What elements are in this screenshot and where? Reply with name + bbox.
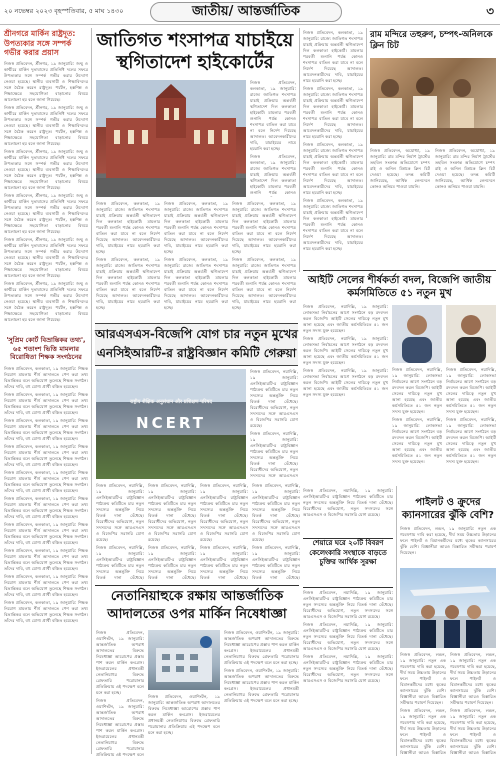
- story-netanyahu-body-col3: নিজস্ব প্রতিবেদন, ওয়াশিংটন, ১৯ জানুয়ারি: আন্তর্জাতিক অপরাধ আদালতের বিরুদ্ধে নিষেধাজ্ঞা আরোপের প্রস্তাব পাশ করল মার্কিন কংগ্রেস। ইজরায়েলের প্রধানমন্ত্রী নেতানিয়াহুর বিরুদ্ধে গ্রেফতারি পরোয়ানার প্রতিক্রিয়ায় এই পদক্ষেপ বলে মনে করা হচ্ছে। নিজস্ব প্রতিবেদন, ওয়াশিংটন, ১৯ জানুয়ারি: আন্তর্জাতিক অপরাধ আদালতের বিরুদ্ধে নিষেধাজ্ঞা আরোপের প্রস্তাব পাশ করল মার্কিন কংগ্রেস। ইজরায়েলের প্রধানমন্ত্রী নেতানিয়াহুর বিরুদ্ধে গ্রেফতারি পরোয়ানার প্রতিক্রিয়ায় এই পদক্ষেপ বলে মনে করা হচ্ছে।: [224, 630, 299, 703]
- story-caste-body-col3: নিজস্ব প্রতিবেদন, কলকাতা, ১৯ জানুয়ারি: রাজ্যে জাতিগত শংসাপত্র যাচাই প্রক্রিয়ায় অন্তর্বর্তী স্থগিতাদেশ দিল কলকাতা হাইকোর্ট। মামলার পরবর্তী শুনানি পর্যন্ত কোনও শংসাপত্র বাতিল করা যাবে না বলে নির্দেশ দিয়েছে আদালত। আবেদনকারীদের দাবি, যাচাইয়ের নামে হয়রানি করা হচ্ছে। নিজস্ব প্রতিবেদন, কলকাতা, ১৯ জানুয়ারি: রাজ্যে জাতিগত শংসাপত্র যাচাই প্রক্রিয়ায় অন্তর্বর্তী স্থগিতাদেশ দিল কলকাতা হাইকোর্ট। মামলার পরবর্তী শুনানি পর্যন্ত কোনও শংসাপত্র বাতিল করা যাবে না বলে নির্দেশ দিয়েছে আদালত। আবেদনকারীদের দাবি, যাচাইয়ের নামে হয়রানি করা হচ্ছে।: [232, 201, 296, 310]
- section-title: জাতীয়/ আন্তর্জাতিক: [150, 2, 342, 22]
- portrait-photo-1: [392, 305, 442, 363]
- story-rss-body-col4: নিজস্ব প্রতিবেদন, নয়াদিল্লি, ১৯ জানুয়ারি: এনসিইআরটি-র রাষ্ট্রবিজ্ঞান পাঠ্যক্রম কমিটিতে চার নতুন সদস্যের অন্তর্ভুক্তি নিয়ে বিতর্ক দানা বেঁধেছে। বিরোধীদের অভিযোগ, নতুন সদস্যদের সঙ্গে আরএসএস ও বিজেপির সরাসরি যোগ রয়েছে। নিজস্ব প্রতিবেদন, নয়াদিল্লি, ১৯ জানুয়ারি: এনসিইআরটি-র রাষ্ট্রবিজ্ঞান পাঠ্যক্রম কমিটিতে চার নতুন সদস্যের অন্তর্ভুক্তি নিয়ে বিতর্ক দানা বেঁধেছে।: [252, 483, 300, 580]
- pilots-photo: [400, 568, 496, 648]
- story-body: নিজস্ব প্রতিবেদন, শ্রীনগর, ১৯ জানুয়ারি: জম্মু ও কাশ্মীরে মার্কিন দূতাবাসের প্রতিনিধি দলের সফরে উপত্যকার সঙ্গে সম্পর্ক গভীর করার উদ্যোগ নেওয়া হয়েছে। স্থানীয় ব্যবসায়ী ও শিক্ষাবিদদের সঙ্গে বৈঠক করেন রাষ্ট্রদূত। পর্যটন, হস্তশিল্প ও শিক্ষাক্ষেত্রে সহযোগিতা বাড়ানোর বিষয়ে আলোচনা হয় বলে জানা গিয়েছে। নিজস্ব প্রতিবেদন, শ্রীনগর, ১৯ জানুয়ারি: জম্মু ও কাশ্মীরে মার্কিন দূতাবাসের প্রতিনিধি দলের সফরে উপত্যকার সঙ্গে সম্পর্ক গভীর করার উদ্যোগ নেওয়া হয়েছে। স্থানীয় ব্যবসায়ী ও শিক্ষাবিদদের সঙ্গে বৈঠক করেন রাষ্ট্রদূত। পর্যটন, হস্তশিল্প ও শিক্ষাক্ষেত্রে সহযোগিতা বাড়ানোর বিষয়ে আলোচনা হয় বলে জানা গিয়েছে। নিজস্ব প্রতিবেদন, শ্রীনগর, ১৯ জানুয়ারি: জম্মু ও কাশ্মীরে মার্কিন দূতাবাসের প্রতিনিধি দলের সফরে উপত্যকার সঙ্গে সম্পর্ক গভীর করার উদ্যোগ নেওয়া হয়েছে। স্থানীয় ব্যবসায়ী ও শিক্ষাবিদদের সঙ্গে বৈঠক করেন রাষ্ট্রদূত। পর্যটন, হস্তশিল্প ও শিক্ষাক্ষেত্রে সহযোগিতা বাড়ানোর বিষয়ে আলোচনা হয় বলে জানা গিয়েছে। নিজস্ব প্রতিবেদন, শ্রীনগর, ১৯ জানুয়ারি: জম্মু ও কাশ্মীরে মার্কিন দূতাবাসের প্রতিনিধি দলের সফরে উপত্যকার সঙ্গে সম্পর্ক গভীর করার উদ্যোগ নেওয়া হয়েছে। স্থানীয় ব্যবসায়ী ও শিক্ষাবিদদের সঙ্গে বৈঠক করেন রাষ্ট্রদূত। পর্যটন, হস্তশিল্প ও শিক্ষাক্ষেত্রে সহযোগিতা বাড়ানোর বিষয়ে আলোচনা হয় বলে জানা গিয়েছে। নিজস্ব প্রতিবেদন, শ্রীনগর, ১৯ জানুয়ারি: জম্মু ও কাশ্মীরে মার্কিন দূতাবাসের প্রতিনিধি দলের সফরে উপত্যকার সঙ্গে সম্পর্ক গভীর করার উদ্যোগ নেওয়া হয়েছে। স্থানীয় ব্যবসায়ী ও শিক্ষাবিদদের সঙ্গে বৈঠক করেন রাষ্ট্রদূত। পর্যটন, হস্তশিল্প ও শিক্ষাক্ষেত্রে সহযোগিতা বাড়ানোর বিষয়ে আলোচনা হয় বলে জানা গিয়েছে। নিজস্ব প্রতিবেদন, শ্রীনগর, ১৯ জানুয়ারি: জম্মু ও কাশ্মীরে মার্কিন দূতাবাসের প্রতিনিধি দলের সফরে উপত্যকার সঙ্গে সম্পর্ক গভীর করার উদ্যোগ নেওয়া হয়েছে। স্থানীয় ব্যবসায়ী ও শিক্ষাবিদদের সঙ্গে বৈঠক করেন রাষ্ট্রদূত। পর্যটন, হস্তশিল্প ও শিক্ষাক্ষেত্রে সহযোগিতা বাড়ানোর বিষয়ে আলোচনা হয় বলে জানা গিয়েছে।: [4, 60, 88, 322]
- court-photo: [96, 80, 246, 197]
- ncert-signboard: NCERT: [136, 414, 206, 432]
- icc-building-illustration: [148, 630, 220, 690]
- person-illustration: [392, 305, 442, 363]
- story-rss-body-right: নিজস্ব প্রতিবেদন, নয়াদিল্লি, ১৯ জানুয়ারি: এনসিইআরটি-র রাষ্ট্রবিজ্ঞান পাঠ্যক্রম কমিটিতে চার নতুন সদস্যের অন্তর্ভুক্তি নিয়ে বিতর্ক দানা বেঁধেছে। বিরোধীদের অভিযোগ, নতুন সদস্যদের সঙ্গে আরএসএস ও বিজেপির সরাসরি যোগ রয়েছে। নিজস্ব প্রতিবেদন, নয়াদিল্লি, ১৯ জানুয়ারি: এনসিইআরটি-র রাষ্ট্রবিজ্ঞান পাঠ্যক্রম কমিটিতে চার নতুন সদস্যের অন্তর্ভুক্তি নিয়ে বিতর্ক দানা বেঁধেছে। বিরোধীদের অভিযোগ, নতুন সদস্যদের সঙ্গে আরএসএস: [250, 369, 298, 478]
- story-body: নিজস্ব প্রতিবেদন, কলকাতা, ১৯ জানুয়ারি: শিক্ষক নিয়োগ মামলায় শীর্ষ আদালতে পেশ করা তথ্য বিভ্রান্তিকর বলে অভিযোগ তুলেছে শিক্ষক সংগঠন। তাঁদের দাবি, বহু যোগ্য প্রার্থী বঞ্চিত হয়েছেন। নিজস্ব প্রতিবেদন, কলকাতা, ১৯ জানুয়ারি: শিক্ষক নিয়োগ মামলায় শীর্ষ আদালতে পেশ করা তথ্য বিভ্রান্তিকর বলে অভিযোগ তুলেছে শিক্ষক সংগঠন। তাঁদের দাবি, বহু যোগ্য প্রার্থী বঞ্চিত হয়েছেন। নিজস্ব প্রতিবেদন, কলকাতা, ১৯ জানুয়ারি: শিক্ষক নিয়োগ মামলায় শীর্ষ আদালতে পেশ করা তথ্য বিভ্রান্তিকর বলে অভিযোগ তুলেছে শিক্ষক সংগঠন। তাঁদের দাবি, বহু যোগ্য প্রার্থী বঞ্চিত হয়েছেন। নিজস্ব প্রতিবেদন, কলকাতা, ১৯ জানুয়ারি: শিক্ষক নিয়োগ মামলায় শীর্ষ আদালতে পেশ করা তথ্য বিভ্রান্তিকর বলে অভিযোগ তুলেছে শিক্ষক সংগঠন। তাঁদের দাবি, বহু যোগ্য প্রার্থী বঞ্চিত হয়েছেন। নিজস্ব প্রতিবেদন, কলকাতা, ১৯ জানুয়ারি: শিক্ষক নিয়োগ মামলায় শীর্ষ আদালতে পেশ করা তথ্য বিভ্রান্তিকর বলে অভিযোগ তুলেছে শিক্ষক সংগঠন। তাঁদের দাবি, বহু যোগ্য প্রার্থী বঞ্চিত হয়েছেন। নিজস্ব প্রতিবেদন, কলকাতা, ১৯ জানুয়ারি: শিক্ষক নিয়োগ মামলায় শীর্ষ আদালতে পেশ করা তথ্য বিভ্রান্তিকর বলে অভিযোগ তুলেছে শিক্ষক সংগঠন। তাঁদের দাবি, বহু যোগ্য প্রার্থী বঞ্চিত হয়েছেন। নিজস্ব প্রতিবেদন, কলকাতা, ১৯ জানুয়ারি: শিক্ষক নিয়োগ মামলায় শীর্ষ আদালতে পেশ করা তথ্য বিভ্রান্তিকর বলে অভিযোগ তুলেছে শিক্ষক সংগঠন। তাঁদের দাবি, বহু যোগ্য প্রার্থী বঞ্চিত হয়েছেন। নিজস্ব প্রতিবেদন, কলকাতা, ১৯ জানুয়ারি: শিক্ষক নিয়োগ মামলায় শীর্ষ আদালতে পেশ করা তথ্য বিভ্রান্তিকর বলে অভিযোগ তুলেছে শিক্ষক সংগঠন। তাঁদের দাবি, বহু যোগ্য প্রার্থী বঞ্চিত হয়েছেন। নিজস্ব প্রতিবেদন, কলকাতা, ১৯ জানুয়ারি: শিক্ষক নিয়োগ মামলায় শীর্ষ আদালতে পেশ করা তথ্য বিভ্রান্তিকর বলে অভিযোগ তুলেছে শিক্ষক সংগঠন। তাঁদের দাবি, বহু যোগ্য প্রার্থী বঞ্চিত হয়েছেন। নিজস্ব প্রতিবেদন, কলকাতা, ১৯ জানুয়ারি: শিক্ষক নিয়োগ মামলায় শীর্ষ আদালতে পেশ করা তথ্য বিভ্রান্তিকর বলে অভিযোগ তুলেছে শিক্ষক সংগঠন। তাঁদের দাবি, বহু যোগ্য প্রার্থী বঞ্চিত হয়েছেন।: [4, 365, 88, 623]
- story-pilot-headline: পাইলট ও ক্রুদের ক্যানসারের ঝুঁকি বেশি?: [402, 497, 494, 521]
- story-ram-headline: রাম মন্দিরে তহুরুণ, চম্পৎ-অনিলকে ক্লিন চিট: [370, 30, 493, 51]
- story-rss-body-col3: নিজস্ব প্রতিবেদন, নয়াদিল্লি, ১৯ জানুয়ারি: এনসিইআরটি-র রাষ্ট্রবিজ্ঞান পাঠ্যক্রম কমিটিতে চার নতুন সদস্যের অন্তর্ভুক্তি নিয়ে বিতর্ক দানা বেঁধেছে। বিরোধীদের অভিযোগ, নতুন সদস্যদের সঙ্গে আরএসএস ও বিজেপির সরাসরি যোগ রয়েছে। নিজস্ব প্রতিবেদন, নয়াদিল্লি, ১৯ জানুয়ারি: এনসিইআরটি-র রাষ্ট্রবিজ্ঞান পাঠ্যক্রম কমিটিতে চার নতুন সদস্যের অন্তর্ভুক্তি নিয়ে বিতর্ক দানা বেঁধেছে।: [200, 483, 248, 580]
- story-rss-continuation: নিজস্ব প্রতিবেদন, নয়াদিল্লি, ১৯ জানুয়ারি: এনসিইআরটি-র রাষ্ট্রবিজ্ঞান পাঠ্যক্রম কমিটিতে চার নতুন সদস্যের অন্তর্ভুক্তি নিয়ে বিতর্ক দানা বেঁধেছে। বিরোধীদের অভিযোগ, নতুন সদস্যদের সঙ্গে আরএসএস ও বিজেপির সরাসরি যোগ রয়েছে।: [303, 488, 393, 517]
- section-rule: [95, 585, 299, 586]
- page-number: ৩: [486, 4, 494, 18]
- portrait-photo-2: [446, 305, 496, 363]
- person-illustration: [446, 305, 496, 363]
- story-it-headline: আইটি সেলের শীর্ষকর্তা বদল, বিজেপি জাতীয় কর্মসমিতিতে ৫১ নতুন মুখ: [307, 275, 492, 299]
- story-supreme: [4, 336, 88, 784]
- column-rule: [396, 486, 397, 756]
- story-netanyahu-headline: নেতানিয়াহুকে রক্ষায় আন্তর্জাতিক আদালতের ওপর মার্কিন নিষেধাজ্ঞা: [107, 589, 287, 622]
- page-header: [0, 0, 500, 25]
- story-caste-continuation: নিজস্ব প্রতিবেদন, কলকাতা, ১৯ জানুয়ারি: রাজ্যে জাতিগত শংসাপত্র যাচাই প্রক্রিয়ায় অন্তর্বর্তী স্থগিতাদেশ দিল কলকাতা হাইকোর্ট। মামলার পরবর্তী শুনানি পর্যন্ত কোনও শংসাপত্র বাতিল করা যাবে না বলে নির্দেশ দিয়েছে আদালত। আবেদনকারীদের দাবি, যাচাইয়ের নামে হয়রানি করা হচ্ছে। নিজস্ব প্রতিবেদন, কলকাতা, ১৯ জানুয়ারি: রাজ্যে জাতিগত শংসাপত্র যাচাই প্রক্রিয়ায় অন্তর্বর্তী স্থগিতাদেশ দিল কলকাতা হাইকোর্ট। মামলার পরবর্তী শুনানি পর্যন্ত কোনও শংসাপত্র বাতিল করা যাবে না বলে নির্দেশ দিয়েছে আদালত। আবেদনকারীদের দাবি, যাচাইয়ের নামে হয়রানি করা হচ্ছে। নিজস্ব প্রতিবেদন, কলকাতা, ১৯ জানুয়ারি: রাজ্যে জাতিগত শংসাপত্র যাচাই প্রক্রিয়ায় অন্তর্বর্তী স্থগিতাদেশ দিল কলকাতা হাইকোর্ট। মামলার পরবর্তী শুনানি পর্যন্ত কোনও শংসাপত্র বাতিল করা যাবে না বলে নির্দেশ দিয়েছে আদালত। আবেদনকারীদের দাবি, যাচাইয়ের নামে হয়রানি করা হচ্ছে। নিজস্ব প্রতিবেদন, কলকাতা, ১৯ জানুয়ারি: রাজ্যে জাতিগত শংসাপত্র যাচাই প্রক্রিয়ায় অন্তর্বর্তী স্থগিতাদেশ দিল কলকাতা হাইকোর্ট। মামলার পরবর্তী শুনানি পর্যন্ত কোনও শংসাপত্র বাতিল করা যাবে না বলে নির্দেশ দিয়েছে আদালত। আবেদনকারীদের দাবি, যাচাইয়ের নামে হয়রানি করা হচ্ছে।: [303, 30, 363, 251]
- story-pilot-body-col2: নিজস্ব প্রতিবেদন, লন্ডন, ১৯ জানুয়ারি: নতুন এক গবেষণায় দাবি করা হয়েছে, দীর্ঘ সময় উচ্চতায় উড়ানের ফলে পাইলট ও বিমানকর্মীদের মধ্যে ত্বকের ক্যানসারের ঝুঁকি বেশি। বিজ্ঞানীরা আরও বিস্তারিত সমীক্ষার পরামর্শ দিয়েছেন। নিজস্ব প্রতিবেদন, লন্ডন, ১৯ জানুয়ারি: নতুন এক গবেষণায় দাবি করা হয়েছে, দীর্ঘ সময় উচ্চতায় উড়ানের ফলে পাইলট ও বিমানকর্মীদের মধ্যে ত্বকের ক্যানসারের ঝুঁকি বেশি। বিজ্ঞানীরা আরও বিস্তারিত: [450, 652, 496, 755]
- court-building-illustration: [96, 80, 246, 197]
- story-it-body-col1: নিজস্ব প্রতিবেদন, নয়াদিল্লি, ১৯ জানুয়ারি: লোকসভা নির্বাচনের আগে সংগঠনে বড় রদবদল করল বিজেপি। আইটি সেলের দায়িত্বে নতুন মুখ আনা হয়েছে এবং জাতীয় কর্মসমিতিতে ৫১ জন নতুন সদস্য যুক্ত হয়েছেন। নিজস্ব প্রতিবেদন, নয়াদিল্লি, ১৯ জানুয়ারি: লোকসভা নির্বাচনের আগে সংগঠনে বড় রদবদল করল বিজেপি। আইটি সেলের দায়িত্বে নতুন মুখ আনা হয়েছে এবং জাতীয় কর্মসমিতিতে ৫১ জন নতুন সদস্য যুক্ত হয়েছেন। নিজস্ব প্রতিবেদন, নয়াদিল্লি, ১৯ জানুয়ারি: লোকসভা নির্বাচনের আগে সংগঠনে বড় রদবদল করল বিজেপি। আইটি সেলের দায়িত্বে নতুন মুখ আনা হয়েছে এবং জাতীয় কর্মসমিতিতে ৫১ জন নতুন সদস্য যুক্ত হয়েছেন।: [303, 304, 388, 397]
- story-headline: শ্রীনগরে মার্কিন রাষ্ট্রদূত: উপত্যকার সঙ্গে সম্পর্ক গভীর করার প্রয়াস: [4, 29, 76, 57]
- story-headline: 'সুপ্রিম কোর্ট বিভ্রান্তিকর তথ্য', ৬৫ শতাংশ ভিত্তি মামলার বিরোধিতা শিক্ষক সংগঠনের: [6, 336, 86, 361]
- story-rss-headline: আরএসএস-বিজেপি যোগ চার নতুন মুখের এনসিইআরটি-র রাষ্ট্রবিজ্ঞান কমিটি গেরুয়া: [95, 323, 298, 366]
- story-srinagar: [4, 29, 88, 331]
- icc-photo: [148, 630, 220, 690]
- column-rule: [91, 28, 92, 754]
- story-pilot-body-col1: নিজস্ব প্রতিবেদন, লন্ডন, ১৯ জানুয়ারি: নতুন এক গবেষণায় দাবি করা হয়েছে, দীর্ঘ সময় উচ্চতায় উড়ানের ফলে পাইলট ও বিমানকর্মীদের মধ্যে ত্বকের ক্যানসারের ঝুঁকি বেশি। বিজ্ঞানীরা আরও বিস্তারিত সমীক্ষার পরামর্শ দিয়েছেন। নিজস্ব প্রতিবেদন, লন্ডন, ১৯ জানুয়ারি: নতুন এক গবেষণায় দাবি করা হয়েছে, দীর্ঘ সময় উচ্চতায় উড়ানের ফলে পাইলট ও বিমানকর্মীদের মধ্যে ত্বকের ক্যানসারের ঝুঁকি বেশি। বিজ্ঞানীরা আরও বিস্তারিত: [400, 652, 446, 755]
- pilots-illustration: [400, 568, 496, 648]
- story-ram-body-col2: নিজস্ব প্রতিবেদন, অযোধ্যা, ১৯ জানুয়ারি: রাম মন্দির নির্মাণ ট্রাস্টের তহবিল সংক্রান্ত অভিযোগে চম্পৎ রাই ও অনিল মিশ্রকে ক্লিন চিট দেওয়া হয়েছে। তদন্ত কমিটি জানিয়েছে, আর্থিক লেনদেনে কোনও অনিয়ম পাওয়া যায়নি।: [435, 148, 495, 189]
- story-pull-body: নিজস্ব প্রতিবেদন, নয়াদিল্লি, ১৯ জানুয়ারি: এনসিইআরটি-র রাষ্ট্রবিজ্ঞান পাঠ্যক্রম কমিটিতে চার নতুন সদস্যের অন্তর্ভুক্তি নিয়ে বিতর্ক দানা বেঁধেছে। বিরোধীদের অভিযোগ, নতুন সদস্যদের সঙ্গে আরএসএস ও বিজেপির সরাসরি যোগ রয়েছে। নিজস্ব প্রতিবেদন, নয়াদিল্লি, ১৯ জানুয়ারি: এনসিইআরটি-র রাষ্ট্রবিজ্ঞান পাঠ্যক্রম কমিটিতে চার নতুন সদস্যের অন্তর্ভুক্তি নিয়ে বিতর্ক দানা বেঁধেছে। বিরোধীদের অভিযোগ, নতুন সদস্যদের সঙ্গে আরএসএস ও বিজেপির সরাসরি যোগ রয়েছে। নিজস্ব প্রতিবেদন, নয়াদিল্লি, ১৯ জানুয়ারি: এনসিইআরটি-র রাষ্ট্রবিজ্ঞান পাঠ্যক্রম কমিটিতে চার নতুন সদস্যের অন্তর্ভুক্তি নিয়ে বিতর্ক দানা বেঁধেছে। বিরোধীদের অভিযোগ, নতুন সদস্যদের সঙ্গে আরএসএস ও বিজেপির সরাসরি যোগ রয়েছে।: [303, 590, 393, 683]
- story-it-body-col2: নিজস্ব প্রতিবেদন, নয়াদিল্লি, ১৯ জানুয়ারি: লোকসভা নির্বাচনের আগে সংগঠনে বড় রদবদল করল বিজেপি। আইটি সেলের দায়িত্বে নতুন মুখ আনা হয়েছে এবং জাতীয় কর্মসমিতিতে ৫১ জন নতুন সদস্য যুক্ত হয়েছেন। নিজস্ব প্রতিবেদন, নয়াদিল্লি, ১৯ জানুয়ারি: লোকসভা নির্বাচনের আগে সংগঠনে বড় রদবদল করল বিজেপি। আইটি সেলের দায়িত্বে নতুন মুখ আনা হয়েছে এবং জাতীয় কর্মসমিতিতে ৫১ জন নতুন সদস্য যুক্ত হয়েছেন।: [392, 367, 442, 464]
- story-caste-body-col1: নিজস্ব প্রতিবেদন, কলকাতা, ১৯ জানুয়ারি: রাজ্যে জাতিগত শংসাপত্র যাচাই প্রক্রিয়ায় অন্তর্বর্তী স্থগিতাদেশ দিল কলকাতা হাইকোর্ট। মামলার পরবর্তী শুনানি পর্যন্ত কোনও শংসাপত্র বাতিল করা যাবে না বলে নির্দেশ দিয়েছে আদালত। আবেদনকারীদের দাবি, যাচাইয়ের নামে হয়রানি করা হচ্ছে। নিজস্ব প্রতিবেদন, কলকাতা, ১৯ জানুয়ারি: রাজ্যে জাতিগত শংসাপত্র যাচাই প্রক্রিয়ায় অন্তর্বর্তী স্থগিতাদেশ দিল কলকাতা হাইকোর্ট। মামলার পরবর্তী শুনানি পর্যন্ত কোনও শংসাপত্র বাতিল করা যাবে না বলে নির্দেশ দিয়েছে আদালত। আবেদনকারীদের দাবি, যাচাইয়ের নামে হয়রানি করা হচ্ছে।: [96, 201, 160, 310]
- story-rss-body-col2: নিজস্ব প্রতিবেদন, নয়াদিল্লি, ১৯ জানুয়ারি: এনসিইআরটি-র রাষ্ট্রবিজ্ঞান পাঠ্যক্রম কমিটিতে চার নতুন সদস্যের অন্তর্ভুক্তি নিয়ে বিতর্ক দানা বেঁধেছে। বিরোধীদের অভিযোগ, নতুন সদস্যদের সঙ্গে আরএসএস ও বিজেপির সরাসরি যোগ রয়েছে। নিজস্ব প্রতিবেদন, নয়াদিল্লি, ১৯ জানুয়ারি: এনসিইআরটি-র রাষ্ট্রবিজ্ঞান পাঠ্যক্রম কমিটিতে চার নতুন সদস্যের অন্তর্ভুক্তি নিয়ে বিতর্ক দানা বেঁধেছে।: [148, 483, 196, 580]
- ram-meeting-photo: [370, 58, 496, 144]
- story-it-body-col3: নিজস্ব প্রতিবেদন, নয়াদিল্লি, ১৯ জানুয়ারি: লোকসভা নির্বাচনের আগে সংগঠনে বড় রদবদল করল বিজেপি। আইটি সেলের দায়িত্বে নতুন মুখ আনা হয়েছে এবং জাতীয় কর্মসমিতিতে ৫১ জন নতুন সদস্য যুক্ত হয়েছেন। নিজস্ব প্রতিবেদন, নয়াদিল্লি, ১৯ জানুয়ারি: লোকসভা নির্বাচনের আগে সংগঠনে বড় রদবদল করল বিজেপি। আইটি সেলের দায়িত্বে নতুন মুখ আনা হয়েছে এবং জাতীয় কর্মসমিতিতে ৫১ জন নতুন সদস্য যুক্ত হয়েছেন।: [446, 367, 496, 464]
- story-pilot-intro: নিজস্ব প্রতিবেদন, লন্ডন, ১৯ জানুয়ারি: নতুন এক গবেষণায় দাবি করা হয়েছে, দীর্ঘ সময় উচ্চতায় উড়ানের ফলে পাইলট ও বিমানকর্মীদের মধ্যে ত্বকের ক্যানসারের ঝুঁকি বেশি। বিজ্ঞানীরা আরও বিস্তারিত সমীক্ষার পরামর্শ দিয়েছেন।: [400, 526, 496, 555]
- story-netanyahu-body-col1: নিজস্ব প্রতিবেদন, ওয়াশিংটন, ১৯ জানুয়ারি: আন্তর্জাতিক অপরাধ আদালতের বিরুদ্ধে নিষেধাজ্ঞা আরোপের প্রস্তাব পাশ করল মার্কিন কংগ্রেস। ইজরায়েলের প্রধানমন্ত্রী নেতানিয়াহুর বিরুদ্ধে গ্রেফতারি পরোয়ানার প্রতিক্রিয়ায় এই পদক্ষেপ বলে মনে করা হচ্ছে। নিজস্ব প্রতিবেদন, ওয়াশিংটন, ১৯ জানুয়ারি: আন্তর্জাতিক অপরাধ আদালতের বিরুদ্ধে নিষেধাজ্ঞা আরোপের প্রস্তাব পাশ করল মার্কিন কংগ্রেস। ইজরায়েলের প্রধানমন্ত্রী নেতানিয়াহুর বিরুদ্ধে গ্রেফতারি পরোয়ানার প্রতিক্রিয়ায় এই পদক্ষেপ বলে: [96, 630, 144, 756]
- ncert-signboard-hindi: राष्ट्रीय शैक्षिक अनुसंधान और प्रशिक्षण परिषद: [129, 399, 213, 405]
- story-caste-body-col2: নিজস্ব প্রতিবেদন, কলকাতা, ১৯ জানুয়ারি: রাজ্যে জাতিগত শংসাপত্র যাচাই প্রক্রিয়ায় অন্তর্বর্তী স্থগিতাদেশ দিল কলকাতা হাইকোর্ট। মামলার পরবর্তী শুনানি পর্যন্ত কোনও শংসাপত্র বাতিল করা যাবে না বলে নির্দেশ দিয়েছে আদালত। আবেদনকারীদের দাবি, যাচাইয়ের নামে হয়রানি করা হচ্ছে। নিজস্ব প্রতিবেদন, কলকাতা, ১৯ জানুয়ারি: রাজ্যে জাতিগত শংসাপত্র যাচাই প্রক্রিয়ায় অন্তর্বর্তী স্থগিতাদেশ দিল কলকাতা হাইকোর্ট। মামলার পরবর্তী শুনানি পর্যন্ত কোনও শংসাপত্র বাতিল করা যাবে না বলে নির্দেশ দিয়েছে আদালত। আবেদনকারীদের দাবি, যাচাইয়ের নামে হয়রানি করা হচ্ছে।: [164, 201, 228, 310]
- story-netanyahu-body-col2: নিজস্ব প্রতিবেদন, ওয়াশিংটন, ১৯ জানুয়ারি: আন্তর্জাতিক অপরাধ আদালতের বিরুদ্ধে নিষেধাজ্ঞা আরোপের প্রস্তাব পাশ করল মার্কিন কংগ্রেস। ইজরায়েলের প্রধানমন্ত্রী নেতানিয়াহুর বিরুদ্ধে গ্রেফতারি পরোয়ানার প্রতিক্রিয়ায় এই পদক্ষেপ বলে মনে করা হচ্ছে।: [148, 694, 220, 735]
- column-rule: [299, 28, 300, 272]
- issue-date: ২০ নভেম্বর ২০২৩ বৃহস্পতিবার, ৫ মাঘ ১৪৩০: [4, 7, 124, 15]
- meeting-illustration: [370, 58, 496, 144]
- column-rule: [366, 28, 367, 218]
- story-caste-body-right: নিজস্ব প্রতিবেদন, কলকাতা, ১৯ জানুয়ারি: রাজ্যে জাতিগত শংসাপত্র যাচাই প্রক্রিয়ায় অন্তর্বর্তী স্থগিতাদেশ দিল কলকাতা হাইকোর্ট। মামলার পরবর্তী শুনানি পর্যন্ত কোনও শংসাপত্র বাতিল করা যাবে না বলে নির্দেশ দিয়েছে আদালত। আবেদনকারীদের দাবি, যাচাইয়ের নামে হয়রানি করা হচ্ছে। নিজস্ব প্রতিবেদন, কলকাতা, ১৯ জানুয়ারি: রাজ্যে জাতিগত শংসাপত্র যাচাই প্রক্রিয়ায় অন্তর্বর্তী স্থগিতাদেশ দিল কলকাতা হাইকোর্ট। মামলার পরবর্তী শুনানি পর্যন্ত কোনও: [250, 80, 296, 195]
- ncert-photo: [96, 369, 246, 479]
- pull-quote: শেয়ারে ঘরে ২০টি বিবরণ কেলেংকারি সংস্থাকে বাড়তে চুক্তির আর্থিক সুরক্ষা: [303, 538, 393, 588]
- story-rss-body-col1: নিজস্ব প্রতিবেদন, নয়াদিল্লি, ১৯ জানুয়ারি: এনসিইআরটি-র রাষ্ট্রবিজ্ঞান পাঠ্যক্রম কমিটিতে চার নতুন সদস্যের অন্তর্ভুক্তি নিয়ে বিতর্ক দানা বেঁধেছে। বিরোধীদের অভিযোগ, নতুন সদস্যদের সঙ্গে আরএসএস ও বিজেপির সরাসরি যোগ রয়েছে। নিজস্ব প্রতিবেদন, নয়াদিল্লি, ১৯ জানুয়ারি: এনসিইআরটি-র রাষ্ট্রবিজ্ঞান পাঠ্যক্রম কমিটিতে চার নতুন সদস্যের অন্তর্ভুক্তি নিয়ে বিতর্ক দানা বেঁধেছে।: [96, 483, 144, 580]
- section-rule: [303, 270, 496, 271]
- story-caste-headline: জাতিগত শংসাপত্র যাচাইয়ে স্থগিতাদেশ হাইকোর্টের: [96, 30, 294, 73]
- story-ram-body-col1: নিজস্ব প্রতিবেদন, অযোধ্যা, ১৯ জানুয়ারি: রাম মন্দির নির্মাণ ট্রাস্টের তহবিল সংক্রান্ত অভিযোগে চম্পৎ রাই ও অনিল মিশ্রকে ক্লিন চিট দেওয়া হয়েছে। তদন্ত কমিটি জানিয়েছে, আর্থিক লেনদেনে কোনও অনিয়ম পাওয়া যায়নি।: [370, 148, 430, 189]
